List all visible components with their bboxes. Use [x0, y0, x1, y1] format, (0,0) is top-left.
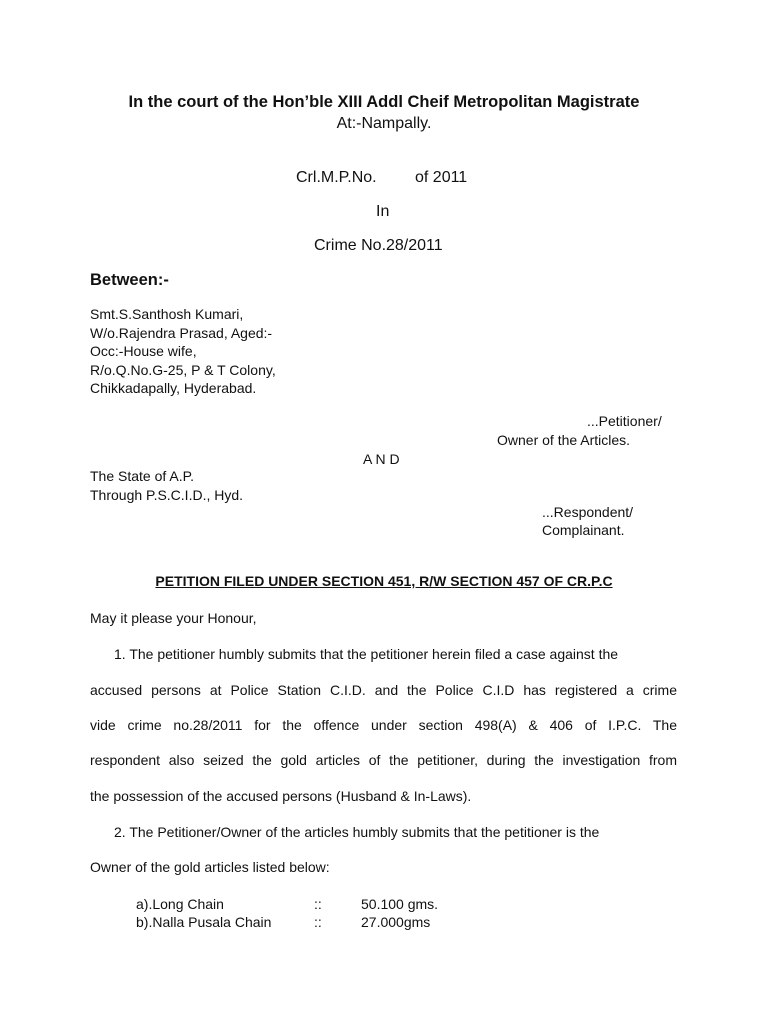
address-line: Smt.S.Santhosh Kumari, [90, 306, 244, 322]
article-item: b).Nalla Pusala Chain [136, 914, 272, 930]
paragraph-1-line: respondent also seized the gold articles of the petitioner, during the investigation from [90, 752, 677, 768]
crl-mp-number: Crl.M.P.No. [296, 169, 377, 186]
article-weight: 50.100 gms. [361, 896, 439, 912]
address-line: The State of A.P. [90, 468, 195, 484]
crl-mp-year: of 2011 [415, 169, 468, 186]
paragraph-2-first-line: 2. The Petitioner/Owner of the articles humbly submits that the petitioner is the [114, 824, 600, 840]
court-title: In the court of the Hon’ble XIII Addl Cheif Metropolitan Magistrate [128, 93, 640, 111]
between-label: Between:- [90, 271, 169, 289]
paragraph-1-first-line: 1. The petitioner humbly submits that the petitioner herein filed a case against the [114, 646, 619, 662]
article-separator: :: [314, 896, 322, 912]
address-line: Through P.S.C.I.D., Hyd. [90, 486, 244, 503]
address-line: Chikkadapally, Hyderabad. [90, 380, 257, 396]
respondent-role-2: Complainant. [542, 522, 625, 538]
crime-number: Crime No.28/2011 [314, 237, 443, 254]
petitioner-role-1: ...Petitioner/ [587, 413, 662, 429]
article-weight: 27.000gms [361, 914, 431, 930]
in-label: In [376, 203, 390, 220]
and-label: A N D [363, 451, 400, 467]
respondent-address [90, 467, 243, 504]
petitioner-address [90, 305, 276, 398]
paragraph-1-line: accused persons at Police Station C.I.D. and the Police C.I.D has registered a crime [90, 682, 677, 698]
respondent-role-1: ...Respondent/ [542, 504, 634, 520]
court-place: At:-Nampally. [336, 115, 432, 132]
address-line: W/o.Rajendra Prasad, Aged:- [90, 324, 273, 341]
article-separator: :: [314, 914, 322, 930]
paragraph-2-last-line: Owner of the gold articles listed below: [90, 859, 330, 875]
paragraph-1-last-line: the possession of the accused persons (Husband & In-Laws). [90, 788, 472, 804]
petition-title: PETITION FILED UNDER SECTION 451, R/W SECTION 457 OF CR.P.C [155, 573, 613, 589]
salutation: May it please your Honour, [90, 610, 257, 626]
article-item: a).Long Chain [136, 896, 224, 912]
address-line: R/o.Q.No.G-25, P & T Colony, [90, 361, 276, 378]
address-line: Occ:-House wife, [90, 343, 197, 359]
paragraph-1-line: vide crime no.28/2011 for the offence under section 498(A) & 406 of I.P.C. The [90, 717, 677, 733]
petitioner-role-2: Owner of the Articles. [497, 432, 631, 448]
